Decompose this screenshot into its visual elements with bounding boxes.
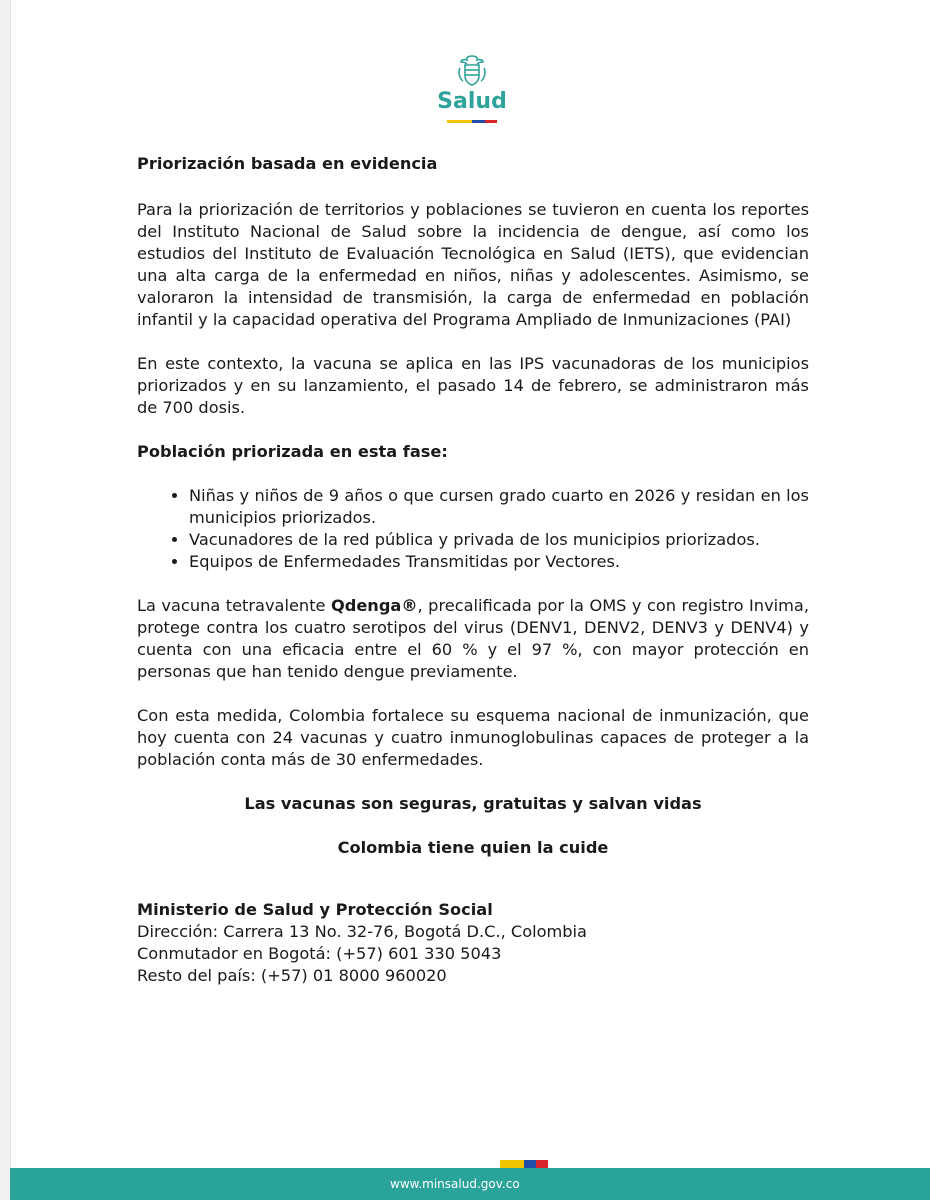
vaccine-brand: Qdenga®	[330, 596, 418, 615]
section-heading-population: Población priorizada en esta fase:	[137, 442, 448, 461]
vaccine-description: , precalificada por la OMS y con registro Invima, protege contra los cuatro serotipos del virus (DENV1, DENV2, DENV3 y DENV4) y cuenta con una eficacia entre el 60 % y el 97 %, con mayor protección en personas que han tenido dengue previamente.	[137, 596, 809, 681]
paragraph-prioritization: Para la priorización de territorios y poblaciones se tuvieron en cuenta los reportes del Instituto Nacional de Salud sobre la incidencia de dengue, así como los estudios del Instituto de Evaluación Tecnológica en Salud (IETS), que evidencian una alta carga de la enfermedad en niños, niñas y adolescentes. Asimismo, se valoraron la intensidad de transmisión, la carga de enfermedad en población infantil y la capacidad operativa del Programa Ampliado de Inmunizaciones (PAI)	[137, 200, 809, 329]
ministry-logo	[436, 52, 508, 128]
page-edge	[0, 0, 11, 1200]
slogan-colombia: Colombia tiene quien la cuide	[337, 838, 609, 857]
ministry-address: Dirección: Carrera 13 No. 32-76, Bogotá D.C., Colombia	[137, 922, 587, 941]
ministry-phone-rest: Resto del país: (+57) 01 8000 960020	[137, 966, 447, 985]
flag-yellow	[447, 120, 472, 123]
logo-flag-stripe	[447, 120, 497, 123]
paragraph-vaccine	[137, 595, 809, 683]
list-item: • Niñas y niños de 9 años o que cursen grado cuarto en 2026 y residan en los municipios priorizados.	[189, 485, 809, 529]
list-item: • Vacunadores de la red pública y privada de los municipios priorizados.	[189, 529, 809, 551]
flag-blue	[472, 120, 485, 123]
slogan-vaccines: Las vacunas son seguras, gratuitas y salvan vidas	[244, 794, 702, 813]
paragraph-measure: Con esta medida, Colombia fortalece su esquema nacional de inmunización, que hoy cuenta con 24 vacunas y cuatro inmunoglobulinas capaces de proteger a la población conta más de 30 enfermedades.	[137, 706, 809, 769]
vaccine-intro: La vacuna tetravalente	[137, 596, 331, 615]
list-item: • Equipos de Enfermedades Transmitidas por Vectores.	[189, 551, 809, 573]
flag-red	[485, 120, 498, 123]
ministry-phone-bogota: Conmutador en Bogotá: (+57) 601 330 5043	[137, 944, 502, 963]
flag-yellow	[500, 1160, 524, 1168]
website-link[interactable]: www.minsalud.gov.co	[390, 1177, 520, 1191]
coat-of-arms-icon	[455, 52, 489, 88]
paragraph-context: En este contexto, la vacuna se aplica en las IPS vacunadoras de los municipios priorizados y en su lanzamiento, el pasado 14 de febrero, se administraron más de 700 dosis.	[137, 354, 809, 417]
ministry-name: Ministerio de Salud y Protección Social	[137, 900, 493, 919]
flag-red	[536, 1160, 548, 1168]
footer-flag-stripe	[500, 1160, 548, 1168]
document-body	[137, 153, 809, 987]
contact-block	[137, 899, 809, 987]
section-heading-evidence: Priorización basada en evidencia	[137, 154, 438, 173]
population-list	[137, 485, 809, 573]
logo-text: Salud	[437, 89, 507, 114]
flag-blue	[524, 1160, 536, 1168]
